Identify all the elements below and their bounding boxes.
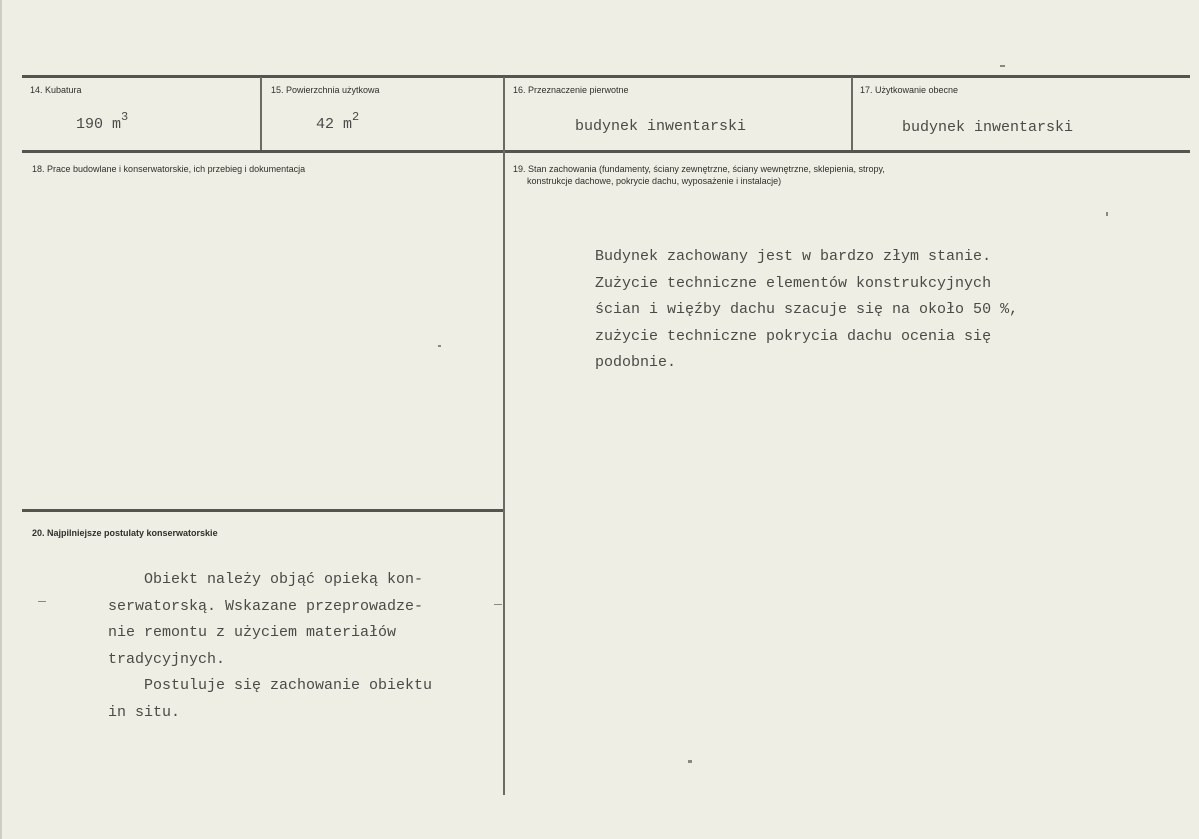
paper-speck xyxy=(1106,212,1108,216)
label-kubatura: 14. Kubatura xyxy=(30,85,82,95)
divider-main xyxy=(503,77,505,795)
value-powierzchnia-sup: 2 xyxy=(352,110,360,124)
value-powierzchnia xyxy=(316,110,360,133)
value-uzytkowanie: budynek inwentarski xyxy=(902,119,1074,136)
stan-line: ścian i więźby dachu szacuje się na około 50 %, xyxy=(595,301,1019,318)
label-postulaty: 20. Najpilniejsze postulaty konserwatorskie xyxy=(32,528,218,538)
postulaty-line: serwatorską. Wskazane przeprowadze- xyxy=(108,597,424,615)
stan-line: podobnie. xyxy=(595,354,677,371)
paper-speck xyxy=(1000,65,1005,67)
paper-speck xyxy=(688,760,692,763)
stan-zachowania-text xyxy=(595,244,1018,377)
divider-14-15 xyxy=(260,77,262,150)
mid-rule xyxy=(22,150,1190,153)
postulaty-line: tradycyjnych. xyxy=(108,650,226,668)
postulaty-text xyxy=(108,567,432,726)
postulaty-line: Obiekt należy objąć opieką kon- xyxy=(108,571,424,588)
value-kubatura xyxy=(76,110,129,133)
label-stan-zachowania-2: konstrukcje dachowe, pokrycie dachu, wyposażenie i instalacje) xyxy=(527,176,782,186)
divider-16-17 xyxy=(851,77,853,150)
paper-speck xyxy=(438,345,441,347)
postulaty-line: Postuluje się zachowanie obiektu xyxy=(108,677,433,694)
value-kubatura-text: 190 m xyxy=(76,116,122,133)
paper-speck xyxy=(38,601,46,602)
stan-line: Budynek zachowany jest w bardzo złym stanie. xyxy=(595,248,992,265)
label-przeznaczenie: 16. Przeznaczenie pierwotne xyxy=(513,85,629,95)
label-uzytkowanie: 17. Użytkowanie obecne xyxy=(860,85,959,95)
top-rule xyxy=(22,75,1190,78)
label-powierzchnia: 15. Powierzchnia użytkowa xyxy=(271,85,380,95)
label-stan-zachowania-1: 19. Stan zachowania (fundamenty, ściany zewnętrzne, ściany wewnętrzne, sklepienia, stropy, xyxy=(513,164,885,174)
section-20-rule xyxy=(22,509,504,512)
stan-line: zużycie techniczne pokrycia dachu ocenia się xyxy=(595,327,992,345)
postulaty-line: nie remontu z użyciem materiałów xyxy=(108,624,397,641)
value-przeznaczenie: budynek inwentarski xyxy=(575,118,747,135)
stan-line: Zużycie techniczne elementów konstrukcyjnych xyxy=(595,274,992,292)
label-prace-budowlane: 18. Prace budowlane i konserwatorskie, ich przebieg i dokumentacja xyxy=(32,164,306,174)
value-kubatura-sup: 3 xyxy=(121,110,129,124)
value-powierzchnia-text: 42 m xyxy=(316,116,353,133)
postulaty-line: in situ. xyxy=(108,703,181,721)
paper-speck xyxy=(494,604,502,605)
